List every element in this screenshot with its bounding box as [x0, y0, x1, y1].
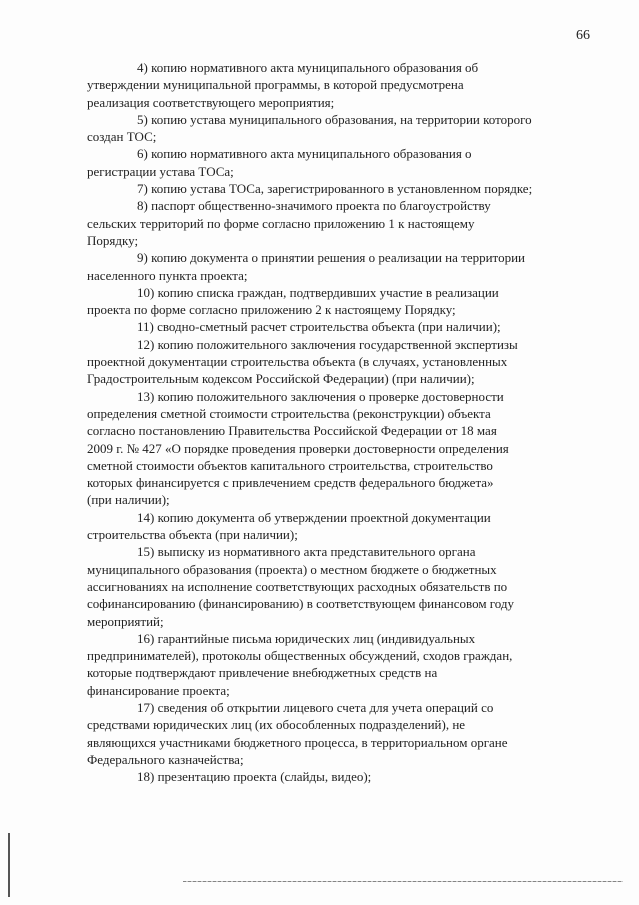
list-item-13: 13) копию положительного заключения о проверке достоверности определения сметной стоимости строительства (реконструкции) объекта согласно постановлению Правительства Российской Федерации от 18 мая 2009 г. № 427 «О порядке проведения проверки достоверности определения сметной стоимости объектов капитального строительства, строительство которых финансируется с привлечением средств федерального бюджета» (при наличии); — [87, 388, 509, 508]
scan-edge-mark — [8, 833, 10, 897]
list-item-10: 10) копию списка граждан, подтвердивших участие в реализации проекта по форме согласно приложению 2 к настоящему Порядку; — [87, 284, 499, 318]
list-item-11: 11) сводно-сметный расчет строительства объекта (при наличии); — [137, 319, 501, 335]
list-item-14: 14) копию документа об утверждении проектной документации строительства объекта (при наличии); — [87, 509, 491, 543]
list-item-18: 18) презентацию проекта (слайды, видео); — [137, 769, 372, 785]
scan-bottom-line — [183, 881, 623, 882]
page-number: 66 — [576, 28, 590, 43]
list-item-15: 15) выписку из нормативного акта представительного органа муниципального образования (проекта) о местном бюджете о бюджетных ассигнованиях на исполнение соответствующих расходных обязательств по софинансированию (финансированию) в соответствующем финансовом году мероприятий; — [87, 544, 515, 629]
list-item-7: 7) копию устава ТОСа, зарегистрированного в установленном порядке; — [137, 181, 533, 197]
document-body — [87, 59, 592, 785]
list-item-4: 4) копию нормативного акта муниципального образования об утверждении муниципальной программы, в которой предусмотрена реализация соответствующего мероприятия; — [87, 60, 479, 110]
list-item-8: 8) паспорт общественно-значимого проекта по благоустройству сельских территорий по форме согласно приложению 1 к настоящему Порядку; — [87, 198, 491, 248]
list-item-17: 17) сведения об открытии лицевого счета для учета операций со средствами юридических лиц (их обособленных подразделений), не являющихся участниками бюджетного процесса, в территориальном органе Федерального казначейства; — [87, 699, 508, 767]
list-item-16: 16) гарантийные письма юридических лиц (индивидуальных предпринимателей), протоколы общественных обсуждений, сходов граждан, которые подтверждают привлечение внебюджетных средств на финансирование проекта; — [87, 630, 513, 698]
list-item-9: 9) копию документа о принятии решения о реализации на территории населенного пункта проекта; — [87, 250, 525, 283]
list-item-5: 5) копию устава муниципального образования, на территории которого создан ТОС; — [87, 111, 532, 145]
list-item-12: 12) копию положительного заключения государственной экспертизы проектной документации строительства объекта (в случаях, установленных Градостроительным кодексом Российской Федерации) (при наличии); — [87, 336, 518, 387]
list-item-6: 6) копию нормативного акта муниципального образования о регистрации устава ТОСа; — [87, 146, 472, 179]
